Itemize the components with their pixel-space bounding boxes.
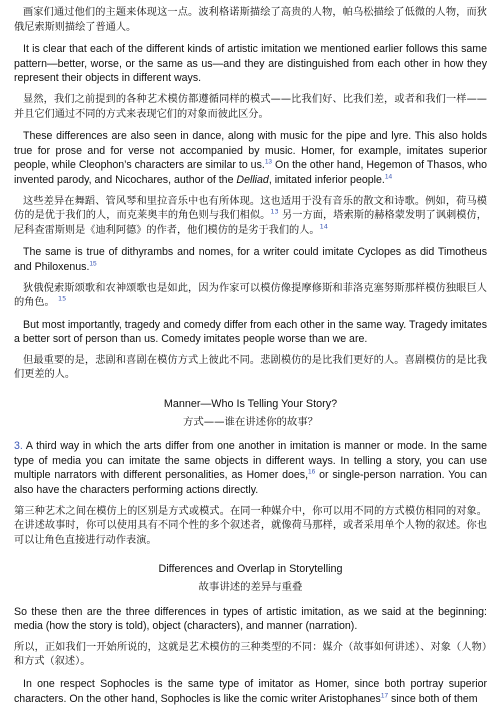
footnote-link[interactable]: 15	[58, 294, 67, 303]
text: 第三种艺术之间在模仿上的区别是方式或模式。在同一种媒介中，你可以用不同的方式模仿相同的对象。在讲述故事时，你可以使用具有不同个性的多个叙述者，就像荷马那样，或者采用单个人物的叙述。你也可以让角色直接进行动作表演。	[14, 505, 487, 546]
paragraph-en	[14, 42, 487, 86]
text: 画家们通过他们的主题来体现这一点。波利格诺斯描绘了高贵的人物，帕乌松描绘了低微的人物，而狄俄尼索斯则描绘了普通人。	[14, 7, 487, 33]
footnote-link[interactable]: 13	[270, 207, 279, 216]
paragraph-en	[14, 129, 487, 187]
text: 显然，我们之前提到的各种艺术模仿都遵循同样的模式——比我们好、比我们差，或者和我们一样——并且它们通过不同的方式来表现它们的对象而彼此区分。	[14, 93, 487, 120]
text: 狄俄倪索斯颂歌和农神颂歌也是如此，因为作家可以模仿像提摩修斯和菲洛克塞努斯那样模仿独眼巨人的角色。	[14, 282, 487, 309]
paragraph-zh	[14, 354, 487, 383]
paragraph-zh	[14, 282, 487, 311]
text: since both of them	[388, 692, 478, 705]
footnote-link[interactable]: 14	[384, 173, 393, 181]
text: It is clear that each of the different kinds of artistic imitation we mentioned earlier follows this same pattern—better, worse, or the same as us—and they are distinguished from each other in how they represent their objects in different ways.	[14, 43, 487, 85]
text: 另一方面，塔索斯的赫格蒙发明了讽刺模仿，尼科查雷斯则是《迪利阿德》的作者，他们模仿的是劣于我们的人。	[14, 210, 487, 236]
text: These differences are also seen in dance, along with music for the pipe and lyre. This also holds true for prose and for verse not accompanied by music. Homer, for example, imitates superior people, while Cleophon’s characters are similar to us.	[14, 130, 487, 172]
text: But most importantly, tragedy and comedy differ from each other in the same way. Tragedy imitates a better sort of person than us. Comedy imitates people worse than we are.	[14, 318, 487, 346]
footnote-link[interactable]: 15	[89, 260, 97, 268]
text: 所以，正如我们一开始所说的，这就是艺术模仿的三种类型的不同：媒介（故事如何讲述）、对象（人物）和方式（叙述）。	[14, 641, 487, 668]
paragraph-en	[14, 245, 487, 274]
paragraph-en	[14, 439, 487, 497]
paragraph-en	[14, 677, 487, 706]
paragraph-zh	[14, 505, 487, 549]
text: The same is true of dithyrambs and nomes, for a writer could imitate Cyclopes as did Timotheus and Philoxenus.	[14, 246, 487, 273]
text: , imitated inferior people.	[268, 173, 385, 186]
paragraph-number: 3.	[14, 440, 23, 453]
paragraph-zh	[14, 6, 487, 35]
footnote-link[interactable]: 13	[264, 158, 273, 166]
footnote-link[interactable]: 16	[308, 468, 316, 476]
footnote-link[interactable]: 14	[319, 222, 328, 231]
section-heading-en: Differences and Overlap in Storytelling	[158, 563, 343, 576]
text: On the other hand, Hegemon of Thasos, who invented parody, and Nicochares, author of the	[14, 159, 487, 186]
footnote-link[interactable]: 17	[380, 692, 389, 700]
text: A third way in which the arts differ from one another in imitation is manner or mode. In the same type of media you can imitate the same objects in different ways. In telling a story, you can use multiple narrators with different personalities, as Homer does,	[14, 440, 487, 482]
text: So these then are the three differences in types of artistic imitation, as we said at the beginning: media (how the story is told), object (characters), and manner (narration).	[14, 605, 487, 633]
section-heading-en: Manner—Who Is Telling Your Story?	[163, 398, 338, 411]
section-heading-zh: 方式——谁在讲述你的故事？	[182, 415, 319, 428]
paragraph-zh	[14, 641, 487, 670]
text: 但最重要的是，悲剧和喜剧在模仿方式上彼此不同。悲剧模仿的是比我们更好的人。喜剧模仿的是比我们更差的人。	[14, 354, 487, 381]
text: In one respect Sophocles is the same type of imitator as Homer, since both portray superior characters. On the other hand, Sophocles is like the comic writer Aristophanes	[14, 677, 487, 705]
paragraph-en	[14, 605, 487, 634]
text: 这些差异在舞蹈、管风琴和里拉音乐中也有所体现。这也适用于没有音乐的散文和诗歌。例如，荷马模仿的是优于我们的人，而克莱奥丰的角色则与我们相似。	[14, 195, 487, 222]
paragraph-zh	[14, 195, 487, 239]
text: or single-person narration. You can also have the characters performing actions directly.	[14, 469, 487, 497]
section-heading-zh: 故事讲述的差异与重叠	[198, 581, 303, 593]
paragraph-zh	[14, 93, 487, 122]
book-title: Delliad	[236, 173, 269, 186]
paragraph-en	[14, 318, 487, 347]
